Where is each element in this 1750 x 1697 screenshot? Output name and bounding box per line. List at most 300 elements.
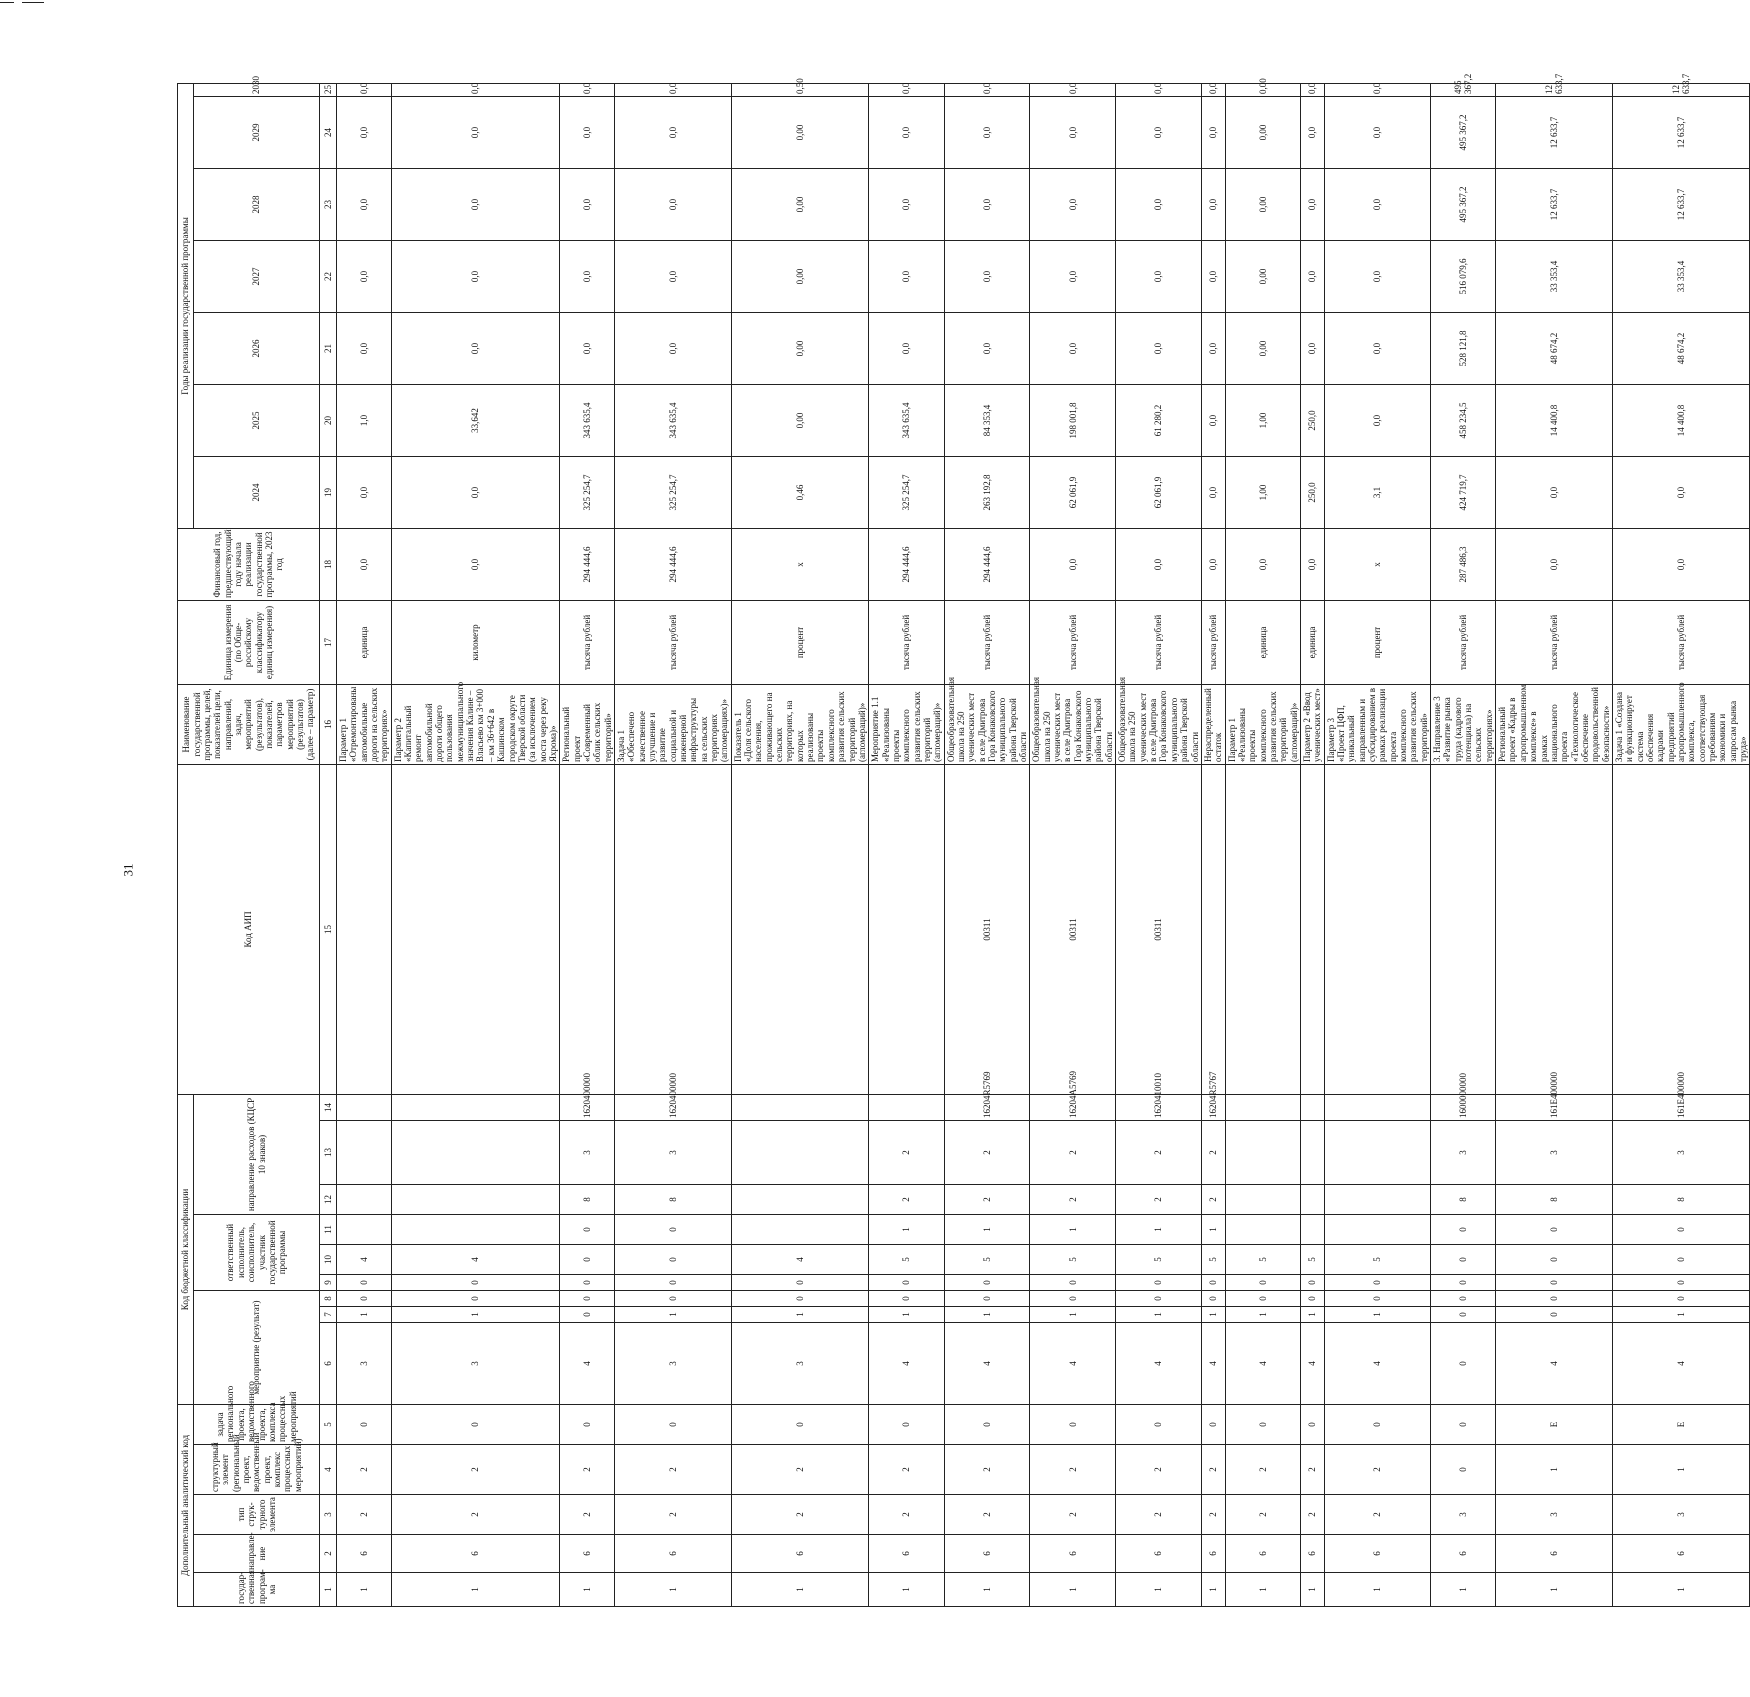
row-year-value: 424 719,7 [1431, 456, 1496, 528]
code-cell-c6: 4 [1225, 1323, 1300, 1405]
row-base-year-value: 0,0 [1225, 528, 1300, 600]
row-base-year-value: 0,0 [391, 528, 560, 600]
row-year-value: 33 353,4 [1496, 240, 1613, 312]
column-number: 23 [320, 168, 337, 240]
row-base-year-value: x [731, 528, 868, 600]
code-cell-c12: 2 [1201, 1185, 1225, 1215]
code-cell-c7: 1 [1612, 1307, 1749, 1323]
code-cell-c3: 2 [1225, 1495, 1300, 1535]
code-cell-c15 [731, 764, 868, 1094]
column-number: 25 [320, 84, 337, 97]
table-row [391, 84, 560, 1607]
table-row [614, 84, 731, 1607]
row-year-value: 0,0 [1324, 312, 1430, 384]
row-base-year-value: 294 444,6 [614, 528, 731, 600]
code-cell-c9: 0 [1324, 1275, 1430, 1291]
column-number: 8 [320, 1291, 337, 1307]
row-unit: тысяча рублей [614, 600, 731, 684]
code-cell-c10: 5 [1300, 1245, 1324, 1275]
column-number: 2 [320, 1535, 337, 1573]
code-cell-c8: 0 [1496, 1291, 1613, 1307]
code-cell-c13 [391, 1121, 560, 1185]
code-cell-c12: 2 [1030, 1185, 1116, 1215]
row-year-value: 0,0 [391, 240, 560, 312]
row-year-value: 0,0 [1201, 384, 1225, 456]
code-cell-c12: 2 [869, 1185, 944, 1215]
code-cell-c10: 5 [1030, 1245, 1116, 1275]
code-cell-c2: 6 [1324, 1535, 1430, 1573]
row-year-value: 0,0 [1116, 312, 1202, 384]
code-cell-c5: 0 [944, 1405, 1030, 1445]
row-year-value: 0,0 [1201, 240, 1225, 312]
row-name: 3. Направление 3 «Развитие рынка труда (кадрового потенциала) на сельских территориях» [1431, 684, 1496, 764]
header-year-2024: 2024 [194, 456, 320, 528]
code-cell-c13: 3 [1496, 1121, 1613, 1185]
column-number: 7 [320, 1307, 337, 1323]
column-number: 5 [320, 1405, 337, 1445]
row-year-value: 0,0 [1116, 240, 1202, 312]
table-row [731, 84, 868, 1607]
code-cell-c1: 1 [560, 1573, 615, 1607]
row-year-value: 0,0 [1116, 168, 1202, 240]
row-year-value: 1,00 [1225, 456, 1300, 528]
code-cell-c15 [560, 764, 615, 1094]
code-cell-c4: 2 [614, 1445, 731, 1495]
code-cell-c12: 8 [1612, 1185, 1749, 1215]
row-year-value: 495 367,2 [1431, 96, 1496, 168]
row-year-value: 0,0 [1324, 240, 1430, 312]
code-cell-c15 [391, 764, 560, 1094]
code-cell-c10: 5 [869, 1245, 944, 1275]
code-cell-c12: 8 [560, 1185, 615, 1215]
header-event: мероприятие (результат) [194, 1291, 320, 1405]
row-year-value: 0,0 [944, 84, 1030, 97]
row-base-year-value: 0,0 [1300, 528, 1324, 600]
code-cell-c6: 4 [1496, 1323, 1613, 1405]
code-cell-c4: 2 [391, 1445, 560, 1495]
code-cell-c4: 2 [560, 1445, 615, 1495]
table-row [869, 84, 944, 1607]
code-cell-c5: 0 [560, 1405, 615, 1445]
code-cell-c14: 16204А5769 [1030, 1094, 1116, 1120]
header-year-2030: 2030 [194, 84, 320, 97]
row-year-value: 1,00 [1225, 384, 1300, 456]
header-row-groups [178, 84, 194, 1607]
code-cell-c6: 4 [1612, 1323, 1749, 1405]
header-unit: Единица измерения (по Обще-российскому классификатору единиц измерения) [178, 600, 320, 684]
code-cell-c3: 2 [1116, 1495, 1202, 1535]
code-cell-c11 [1225, 1215, 1300, 1245]
code-cell-c12: 2 [1116, 1185, 1202, 1215]
code-cell-c9: 0 [614, 1275, 731, 1291]
row-base-year-value: 294 444,6 [944, 528, 1030, 600]
row-year-value: 0,0 [1300, 312, 1324, 384]
rotated-table-wrapper [177, 73, 1749, 1607]
row-year-value: 325 254,7 [614, 456, 731, 528]
code-cell-c5: 0 [391, 1405, 560, 1445]
row-year-value: 12 633,7 [1496, 84, 1613, 97]
table-row [1612, 84, 1749, 1607]
code-cell-c9: 0 [1496, 1275, 1613, 1291]
code-cell-c11: 1 [869, 1215, 944, 1245]
code-cell-c15 [869, 764, 944, 1094]
table-row [337, 84, 392, 1607]
row-unit: тысяча рублей [1496, 600, 1613, 684]
row-year-value: 198 001,8 [1030, 384, 1116, 456]
row-year-value: 0,0 [391, 312, 560, 384]
code-cell-c4: 1 [1612, 1445, 1749, 1495]
row-year-value: 0,0 [1324, 168, 1430, 240]
row-year-value: 0,0 [614, 96, 731, 168]
row-year-value: 0,00 [1225, 168, 1300, 240]
code-cell-c5: 0 [1116, 1405, 1202, 1445]
column-number: 4 [320, 1445, 337, 1495]
code-cell-c15 [337, 764, 392, 1094]
table-row [1324, 84, 1430, 1607]
code-cell-c12 [731, 1185, 868, 1215]
row-year-value: 61 280,2 [1116, 384, 1202, 456]
header-group-additional: Дополнительный аналитический код [178, 1405, 194, 1607]
code-cell-c9: 0 [1116, 1275, 1202, 1291]
code-cell-c4: 2 [1225, 1445, 1300, 1495]
row-year-value: 343 635,4 [560, 384, 615, 456]
row-year-value: 3,1 [1324, 456, 1430, 528]
row-year-value: 0,0 [944, 168, 1030, 240]
row-year-value: 0,0 [337, 84, 392, 97]
code-cell-c8: 0 [391, 1291, 560, 1307]
row-year-value: 33 353,4 [1612, 240, 1749, 312]
table-row [1225, 84, 1300, 1607]
row-name: Нераспределенный остаток [1201, 684, 1225, 764]
header-task: задача регионального проекта, ведомственного проекта, комплекса процессных мероприятий [194, 1405, 320, 1445]
row-unit: тысяча рублей [1431, 600, 1496, 684]
row-unit: тысяча рублей [944, 600, 1030, 684]
row-year-value: 33,642 [391, 384, 560, 456]
code-cell-c10: 0 [1612, 1245, 1749, 1275]
row-unit: процент [1324, 600, 1430, 684]
header-group-years: Годы реализации государственной программы [178, 84, 194, 529]
row-year-value: 62 061,9 [1116, 456, 1202, 528]
column-number: 9 [320, 1275, 337, 1291]
row-year-value: 0,0 [560, 84, 615, 97]
code-cell-c15 [1300, 764, 1324, 1094]
code-cell-c12 [1300, 1185, 1324, 1215]
code-cell-c13: 2 [1030, 1121, 1116, 1185]
column-number: 16 [320, 684, 337, 764]
row-year-value: 0,0 [1201, 96, 1225, 168]
row-unit: единица [1300, 600, 1324, 684]
row-base-year-value: 294 444,6 [869, 528, 944, 600]
code-cell-c12: 8 [1496, 1185, 1613, 1215]
row-year-value: 0,0 [1324, 84, 1430, 97]
row-name: Параметр 1 «Реализованы проекты комплексного развития сельских территорий (агломераций)» [1225, 684, 1300, 764]
row-unit: тысяча рублей [1612, 600, 1749, 684]
code-cell-c8: 0 [1225, 1291, 1300, 1307]
code-cell-c1: 1 [1324, 1573, 1430, 1607]
row-unit: единица [1225, 600, 1300, 684]
row-year-value: 343 635,4 [614, 384, 731, 456]
row-year-value: 0,0 [337, 168, 392, 240]
code-cell-c15 [1324, 764, 1430, 1094]
code-cell-c7: 1 [944, 1307, 1030, 1323]
code-cell-c1: 1 [1612, 1573, 1749, 1607]
row-year-value: 0,0 [614, 168, 731, 240]
code-cell-c4: 2 [1201, 1445, 1225, 1495]
code-cell-c3: 2 [1030, 1495, 1116, 1535]
row-year-value: 0,0 [944, 312, 1030, 384]
code-cell-c10: 0 [1496, 1245, 1613, 1275]
code-cell-c4: 2 [1300, 1445, 1324, 1495]
code-cell-c4: 2 [731, 1445, 868, 1495]
code-cell-c7: 1 [1116, 1307, 1202, 1323]
code-cell-c1: 1 [1496, 1573, 1613, 1607]
code-cell-c3: 2 [1201, 1495, 1225, 1535]
code-cell-c9: 0 [944, 1275, 1030, 1291]
row-year-value: 0,00 [731, 240, 868, 312]
row-base-year-value: 287 486,3 [1431, 528, 1496, 600]
code-cell-c12: 8 [614, 1185, 731, 1215]
row-year-value: 0,0 [944, 96, 1030, 168]
scan-edge-marks [0, 0, 60, 8]
row-year-value: 0,00 [731, 168, 868, 240]
header-name: Наименование государственной программы, целей, показателей цели, направлений, задач, мероприятий (результатов), показателей, параметров мероприятий (результатов) (далее – параметр) [178, 684, 320, 764]
row-year-value: 0,0 [1030, 84, 1116, 97]
code-cell-c3: 2 [944, 1495, 1030, 1535]
column-number: 12 [320, 1185, 337, 1215]
row-year-value: 325 254,7 [560, 456, 615, 528]
code-cell-c5: 0 [1201, 1405, 1225, 1445]
row-unit: тысяча рублей [1201, 600, 1225, 684]
row-year-value: 0,0 [614, 84, 731, 97]
code-cell-c10: 0 [560, 1245, 615, 1275]
row-year-value: 0,00 [731, 96, 868, 168]
column-number: 22 [320, 240, 337, 312]
code-cell-c11: 0 [1431, 1215, 1496, 1245]
row-year-value: 0,50 [731, 84, 868, 97]
column-number: 24 [320, 96, 337, 168]
code-cell-c12 [1225, 1185, 1300, 1215]
code-cell-c1: 1 [1225, 1573, 1300, 1607]
code-cell-c1: 1 [869, 1573, 944, 1607]
code-cell-c12 [1324, 1185, 1430, 1215]
code-cell-c1: 1 [1300, 1573, 1324, 1607]
code-cell-c2: 6 [944, 1535, 1030, 1573]
row-year-value: 0,0 [869, 96, 944, 168]
code-cell-c15 [1496, 764, 1613, 1094]
code-cell-c1: 1 [391, 1573, 560, 1607]
row-name: Региональный проект «Кадры в агропромышленном комплексе» в рамках национального проекта «Технологическое обеспечение продовольственной безопасности» [1496, 684, 1613, 764]
code-cell-c4: 0 [1431, 1445, 1496, 1495]
header-group-budget: Код бюджетной классификации [178, 1094, 194, 1404]
row-year-value: 62 061,9 [1030, 456, 1116, 528]
code-cell-c6: 4 [1201, 1323, 1225, 1405]
code-cell-c8: 0 [337, 1291, 392, 1307]
table-row [1030, 84, 1116, 1607]
code-cell-c5: 0 [1431, 1405, 1496, 1445]
code-cell-c2: 6 [1431, 1535, 1496, 1573]
row-year-value: 0,0 [614, 240, 731, 312]
code-cell-c11: 1 [1116, 1215, 1202, 1245]
code-cell-c7: 1 [1201, 1307, 1225, 1323]
code-cell-c6: 4 [560, 1323, 615, 1405]
code-cell-c5: 0 [1324, 1405, 1430, 1445]
code-cell-c3: 2 [1324, 1495, 1430, 1535]
row-unit: единица [337, 600, 392, 684]
code-cell-c15: 00311 [944, 764, 1030, 1094]
row-year-value: 0,0 [1300, 84, 1324, 97]
row-unit: километр [391, 600, 560, 684]
code-cell-c6: 4 [1116, 1323, 1202, 1405]
code-cell-c1: 1 [944, 1573, 1030, 1607]
code-cell-c13 [337, 1121, 392, 1185]
code-cell-c7: 1 [1300, 1307, 1324, 1323]
header-direction: направле-ние [194, 1535, 320, 1573]
code-cell-c8: 0 [1431, 1291, 1496, 1307]
code-cell-c9: 0 [1612, 1275, 1749, 1291]
code-cell-c15 [1201, 764, 1225, 1094]
code-cell-c3: 2 [869, 1495, 944, 1535]
row-year-value: 0,0 [1116, 96, 1202, 168]
row-year-value: 0,0 [869, 240, 944, 312]
code-cell-c6: 4 [1030, 1323, 1116, 1405]
code-cell-c14: 16204R5767 [1201, 1094, 1225, 1120]
header-aip: Код АИП [178, 764, 320, 1094]
code-cell-c13: 2 [944, 1121, 1030, 1185]
header-year-2027: 2027 [194, 240, 320, 312]
code-cell-c9: 0 [391, 1275, 560, 1291]
code-cell-c10: 4 [337, 1245, 392, 1275]
code-cell-c2: 6 [391, 1535, 560, 1573]
row-year-value: 12 633,7 [1496, 96, 1613, 168]
code-cell-c7: 0 [1431, 1307, 1496, 1323]
code-cell-c2: 6 [560, 1535, 615, 1573]
code-cell-c7: 1 [614, 1307, 731, 1323]
code-cell-c15: 00311 [1116, 764, 1202, 1094]
code-cell-c12: 2 [944, 1185, 1030, 1215]
code-cell-c6: 3 [731, 1323, 868, 1405]
code-cell-c13: 2 [869, 1121, 944, 1185]
code-cell-c11 [337, 1215, 392, 1245]
code-cell-c6: 3 [391, 1323, 560, 1405]
row-year-value: 0,00 [731, 312, 868, 384]
table-row [944, 84, 1030, 1607]
code-cell-c7: 1 [337, 1307, 392, 1323]
code-cell-c3: 2 [731, 1495, 868, 1535]
code-cell-c8: 0 [1116, 1291, 1202, 1307]
row-year-value: 263 192,8 [944, 456, 1030, 528]
row-base-year-value: 0,0 [1030, 528, 1116, 600]
row-year-value: 0,0 [944, 240, 1030, 312]
code-cell-c3: 2 [1300, 1495, 1324, 1535]
column-number: 3 [320, 1495, 337, 1535]
row-name: Параметр 1 «Отремонтированы автомобильные дороги на сельских территориях» [337, 684, 392, 764]
row-year-value: 0,0 [1201, 456, 1225, 528]
code-cell-c2: 6 [1612, 1535, 1749, 1573]
code-cell-c2: 6 [1225, 1535, 1300, 1573]
column-number: 20 [320, 384, 337, 456]
row-name: Мероприятие 1.1 «Реализованы проекты комплексного развития сельских территорий (агломераций)» [869, 684, 944, 764]
row-year-value: 1,0 [337, 384, 392, 456]
page-number: 31 [120, 863, 136, 877]
code-cell-c8: 0 [1201, 1291, 1225, 1307]
table-body [337, 73, 1750, 1607]
row-year-value: 12 633,7 [1612, 84, 1749, 97]
code-cell-c14 [869, 1094, 944, 1120]
column-number: 11 [320, 1215, 337, 1245]
row-base-year-value: x [1324, 528, 1430, 600]
row-year-value: 0,0 [1324, 96, 1430, 168]
code-cell-c5: 0 [337, 1405, 392, 1445]
code-cell-c7: 1 [1225, 1307, 1300, 1323]
row-year-value: 12 633,7 [1496, 168, 1613, 240]
code-cell-c7: 1 [391, 1307, 560, 1323]
code-cell-c9: 0 [1300, 1275, 1324, 1291]
code-cell-c11 [391, 1215, 560, 1245]
column-number-row [320, 84, 337, 1607]
code-cell-c7: 1 [869, 1307, 944, 1323]
code-cell-c1: 1 [1030, 1573, 1116, 1607]
code-cell-c10: 0 [614, 1245, 731, 1275]
row-year-value: 0,00 [1225, 240, 1300, 312]
column-number: 6 [320, 1323, 337, 1405]
row-name: Показатель 1 «Доля сельского населения, проживающего на сельских территориях, на которых реализованы проекты комплексного развития сельских территорий (агломераций)» [731, 684, 868, 764]
code-cell-c7: 0 [560, 1307, 615, 1323]
code-cell-c4: 1 [1496, 1445, 1613, 1495]
row-unit: процент [731, 600, 868, 684]
row-base-year-value: 0,0 [1612, 528, 1749, 600]
code-cell-c2: 6 [1030, 1535, 1116, 1573]
row-year-value: 0,0 [391, 96, 560, 168]
code-cell-c4: 2 [944, 1445, 1030, 1495]
row-year-value: 0,0 [560, 168, 615, 240]
code-cell-c14: 1600000000 [1431, 1094, 1496, 1120]
code-cell-c10: 4 [391, 1245, 560, 1275]
row-name: Общеобразовательная школа на 250 ученических мест в селе Дмитрова Гора Конаковского муниципального района Тверской области [1116, 684, 1202, 764]
column-number: 10 [320, 1245, 337, 1275]
code-cell-c5: Е [1496, 1405, 1613, 1445]
code-cell-c14: 1620400000 [614, 1094, 731, 1120]
row-year-value: 0,0 [1116, 84, 1202, 97]
code-cell-c14 [731, 1094, 868, 1120]
code-cell-c13: 3 [1612, 1121, 1749, 1185]
column-number: 1 [320, 1573, 337, 1607]
code-cell-c8: 0 [1300, 1291, 1324, 1307]
row-year-value: 0,0 [1030, 312, 1116, 384]
code-cell-c7: 1 [731, 1307, 868, 1323]
code-cell-c12 [337, 1185, 392, 1215]
code-cell-c6: 4 [869, 1323, 944, 1405]
code-cell-c9: 0 [1201, 1275, 1225, 1291]
table-row [1116, 84, 1202, 1607]
code-cell-c11: 0 [1496, 1215, 1613, 1245]
header-year-2025: 2025 [194, 384, 320, 456]
code-cell-c3: 2 [614, 1495, 731, 1535]
row-year-value: 0,0 [1201, 312, 1225, 384]
code-cell-c13: 3 [614, 1121, 731, 1185]
code-cell-c15: 00311 [1030, 764, 1116, 1094]
row-year-value: 0,46 [731, 456, 868, 528]
code-cell-c4: 2 [869, 1445, 944, 1495]
code-cell-c8: 0 [1612, 1291, 1749, 1307]
row-base-year-value: 0,0 [1496, 528, 1613, 600]
code-cell-c4: 2 [337, 1445, 392, 1495]
code-cell-c14: 161Е400000 [1496, 1094, 1613, 1120]
code-cell-c6: 3 [614, 1323, 731, 1405]
code-cell-c7: 1 [1324, 1307, 1430, 1323]
code-cell-c1: 1 [337, 1573, 392, 1607]
code-cell-c2: 6 [1201, 1535, 1225, 1573]
code-cell-c2: 6 [1496, 1535, 1613, 1573]
